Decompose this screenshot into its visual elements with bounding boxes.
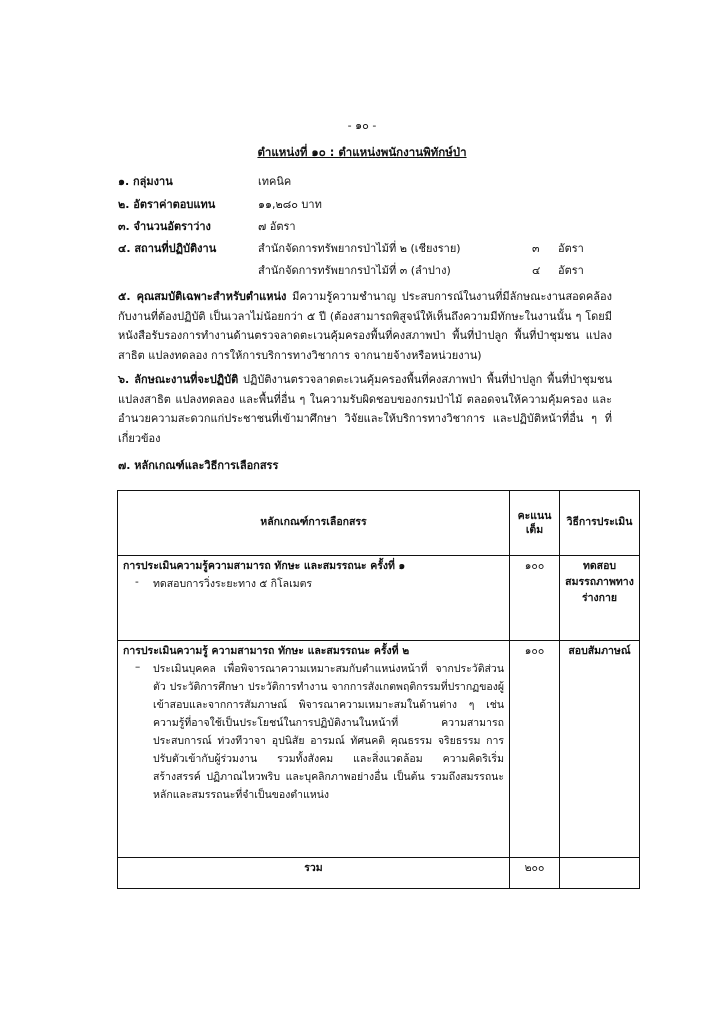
- method-cell: สอบสัมภาษณ์: [560, 641, 640, 858]
- vacancy-label: ๓. จำนวนอัตราว่าง: [118, 220, 211, 233]
- workplace-count-2: ๔: [532, 264, 541, 277]
- workplace-unit-1: อัตรา: [558, 242, 584, 255]
- workplace-count-1: ๓: [532, 242, 540, 255]
- duties-text: ปฏิบัติงานตรวจลาดตะเวนคุ้มครองพื้นที่คงสภาพป่า พื้นที่ป่าปลูก พื้นที่ป่าชุมชน แปลงสาธิต แปลงทดลอง และพื้นที่อื่น ๆ ในความรับผิดชอบของกรมป่าไม้ ตลอดจนให้ความคุ้มครอง และอำนวยความสะดวกแก่ประชาชนที่เข้ามาศึกษา วิจัยและให้บริการทางวิชาการ และปฏิบัติหน้าที่อื่น ๆ ที่เกี่ยวข้อง: [118, 373, 612, 445]
- header-method: วิธีการประเมิน: [560, 491, 640, 556]
- criteria-cell: [118, 641, 510, 858]
- criteria-heading: ๗. หลักเกณฑ์และวิธีการเลือกสรร: [118, 459, 279, 472]
- criteria-title: การประเมินความรู้ ความสามารถ ทักษะ และสมรรถนะ ครั้งที่ ๒: [123, 645, 410, 657]
- qualification-paragraph: [118, 287, 612, 365]
- header-full-score: คะแนนเต็ม: [510, 491, 560, 556]
- qualification-text: มีความรู้ความชำนาญ ประสบการณ์ในงานที่มีลักษณะงานสอดคล้องกับงานที่ต้องปฏิบัติ เป็นเวลาไม่น้อยกว่า ๕ ปี (ต้องสามารถพิสูจน์ให้เห็นถึงความมีทักษะในงานนั้น ๆ โดยมีหนังสือรับรองการทำงานด้านตรวจลาดตะเวนคุ้มครองพื้นที่คงสภาพป่า พื้นที่ป่าปลูก พื้นที่ป่าชุมชน แปลงสาธิต แปลงทดลอง การให้การบริการทางวิชาการ จากนายจ้างหรือหน่วยงาน): [118, 290, 612, 362]
- criteria-detail: [123, 660, 504, 804]
- total-empty-cell: [560, 858, 640, 889]
- criteria-cell: [118, 556, 510, 641]
- workplace-name-2: สำนักจัดการทรัพยากรป่าไม้ที่ ๓ (ลำปาง): [258, 264, 451, 277]
- criteria-detail-text: ประเมินบุคคล เพื่อพิจารณาความเหมาะสมกับตำแหน่งหน้าที่ จากประวัติส่วนตัว ประวัติการศึกษา ประวัติการทำงาน จากการสังเกตพฤติกรรมที่ปรากฏของผู้เข้าสอบและจากการสัมภาษณ์ พิจารณาความเหมาะสมในด้านต่าง ๆ เช่น ความรู้ที่อาจใช้เป็นประโยชน์ในการปฏิบัติงานในหน้าที่ ความสามารถ ประสบการณ์ ท่วงทีวาจา อุปนิสัย อารมณ์ ทัศนคติ คุณธรรม จริยธรรม การปรับตัวเข้ากับผู้ร่วมงาน รวมทั้งสังคม และสิ่งแวดล้อม ความคิดริเริ่ม สร้างสรรค์ ปฏิภาณไหวพริบ และบุคลิกภาพอย่างอื่น เป็นต้น รวมถึงสมรรถนะหลักและสมรรถนะที่จำเป็นของตำแหน่ง: [153, 662, 504, 802]
- duties-paragraph: [118, 370, 612, 448]
- total-score: ๒๐๐: [510, 858, 560, 889]
- table-row: [118, 556, 640, 641]
- qualification-label: ๕. คุณสมบัติเฉพาะสำหรับตำแหน่ง: [118, 290, 287, 303]
- vacancy-value: ๗ อัตรา: [258, 220, 296, 233]
- header-criteria: หลักเกณฑ์การเลือกสรร: [118, 491, 510, 556]
- page-number: - ๑๐ -: [347, 119, 377, 132]
- group-label: ๑. กลุ่มงาน: [118, 175, 173, 188]
- score-cell: ๑๐๐: [510, 641, 560, 858]
- selection-criteria-table: [117, 490, 640, 889]
- total-label: รวม: [118, 858, 510, 889]
- total-row: [118, 858, 640, 889]
- workplace-name-1: สำนักจัดการทรัพยากรป่าไม้ที่ ๒ (เชียงราย): [258, 242, 461, 255]
- bullet-dash: –: [135, 660, 141, 673]
- criteria-title: การประเมินความรู้ความสามารถ ทักษะ และสมรรถนะ ครั้งที่ ๑: [123, 560, 406, 572]
- position-title: ตำแหน่งที่ ๑๐ : ตำแหน่งพนักงานพิทักษ์ป่า: [257, 145, 467, 159]
- bullet-dash: -: [135, 575, 139, 588]
- workplace-label: ๔. สถานที่ปฏิบัติงาน: [118, 242, 217, 255]
- wage-value: ๑๑,๒๘๐ บาท: [258, 198, 322, 211]
- duties-label: ๖. ลักษณะงานที่จะปฏิบัติ: [118, 373, 239, 386]
- criteria-detail-text: ทดสอบการวิ่งระยะทาง ๕ กิโลเมตร: [153, 577, 313, 590]
- table-row: [118, 641, 640, 858]
- workplace-unit-2: อัตรา: [558, 264, 584, 277]
- table-header-row: [118, 491, 640, 556]
- wage-label: ๒. อัตราค่าตอบแทน: [118, 198, 216, 211]
- method-cell: ทดสอบสมรรถภาพทางร่างกาย: [560, 556, 640, 641]
- score-cell: ๑๐๐: [510, 556, 560, 641]
- criteria-detail: [123, 575, 504, 593]
- group-value: เทคนิค: [258, 175, 292, 188]
